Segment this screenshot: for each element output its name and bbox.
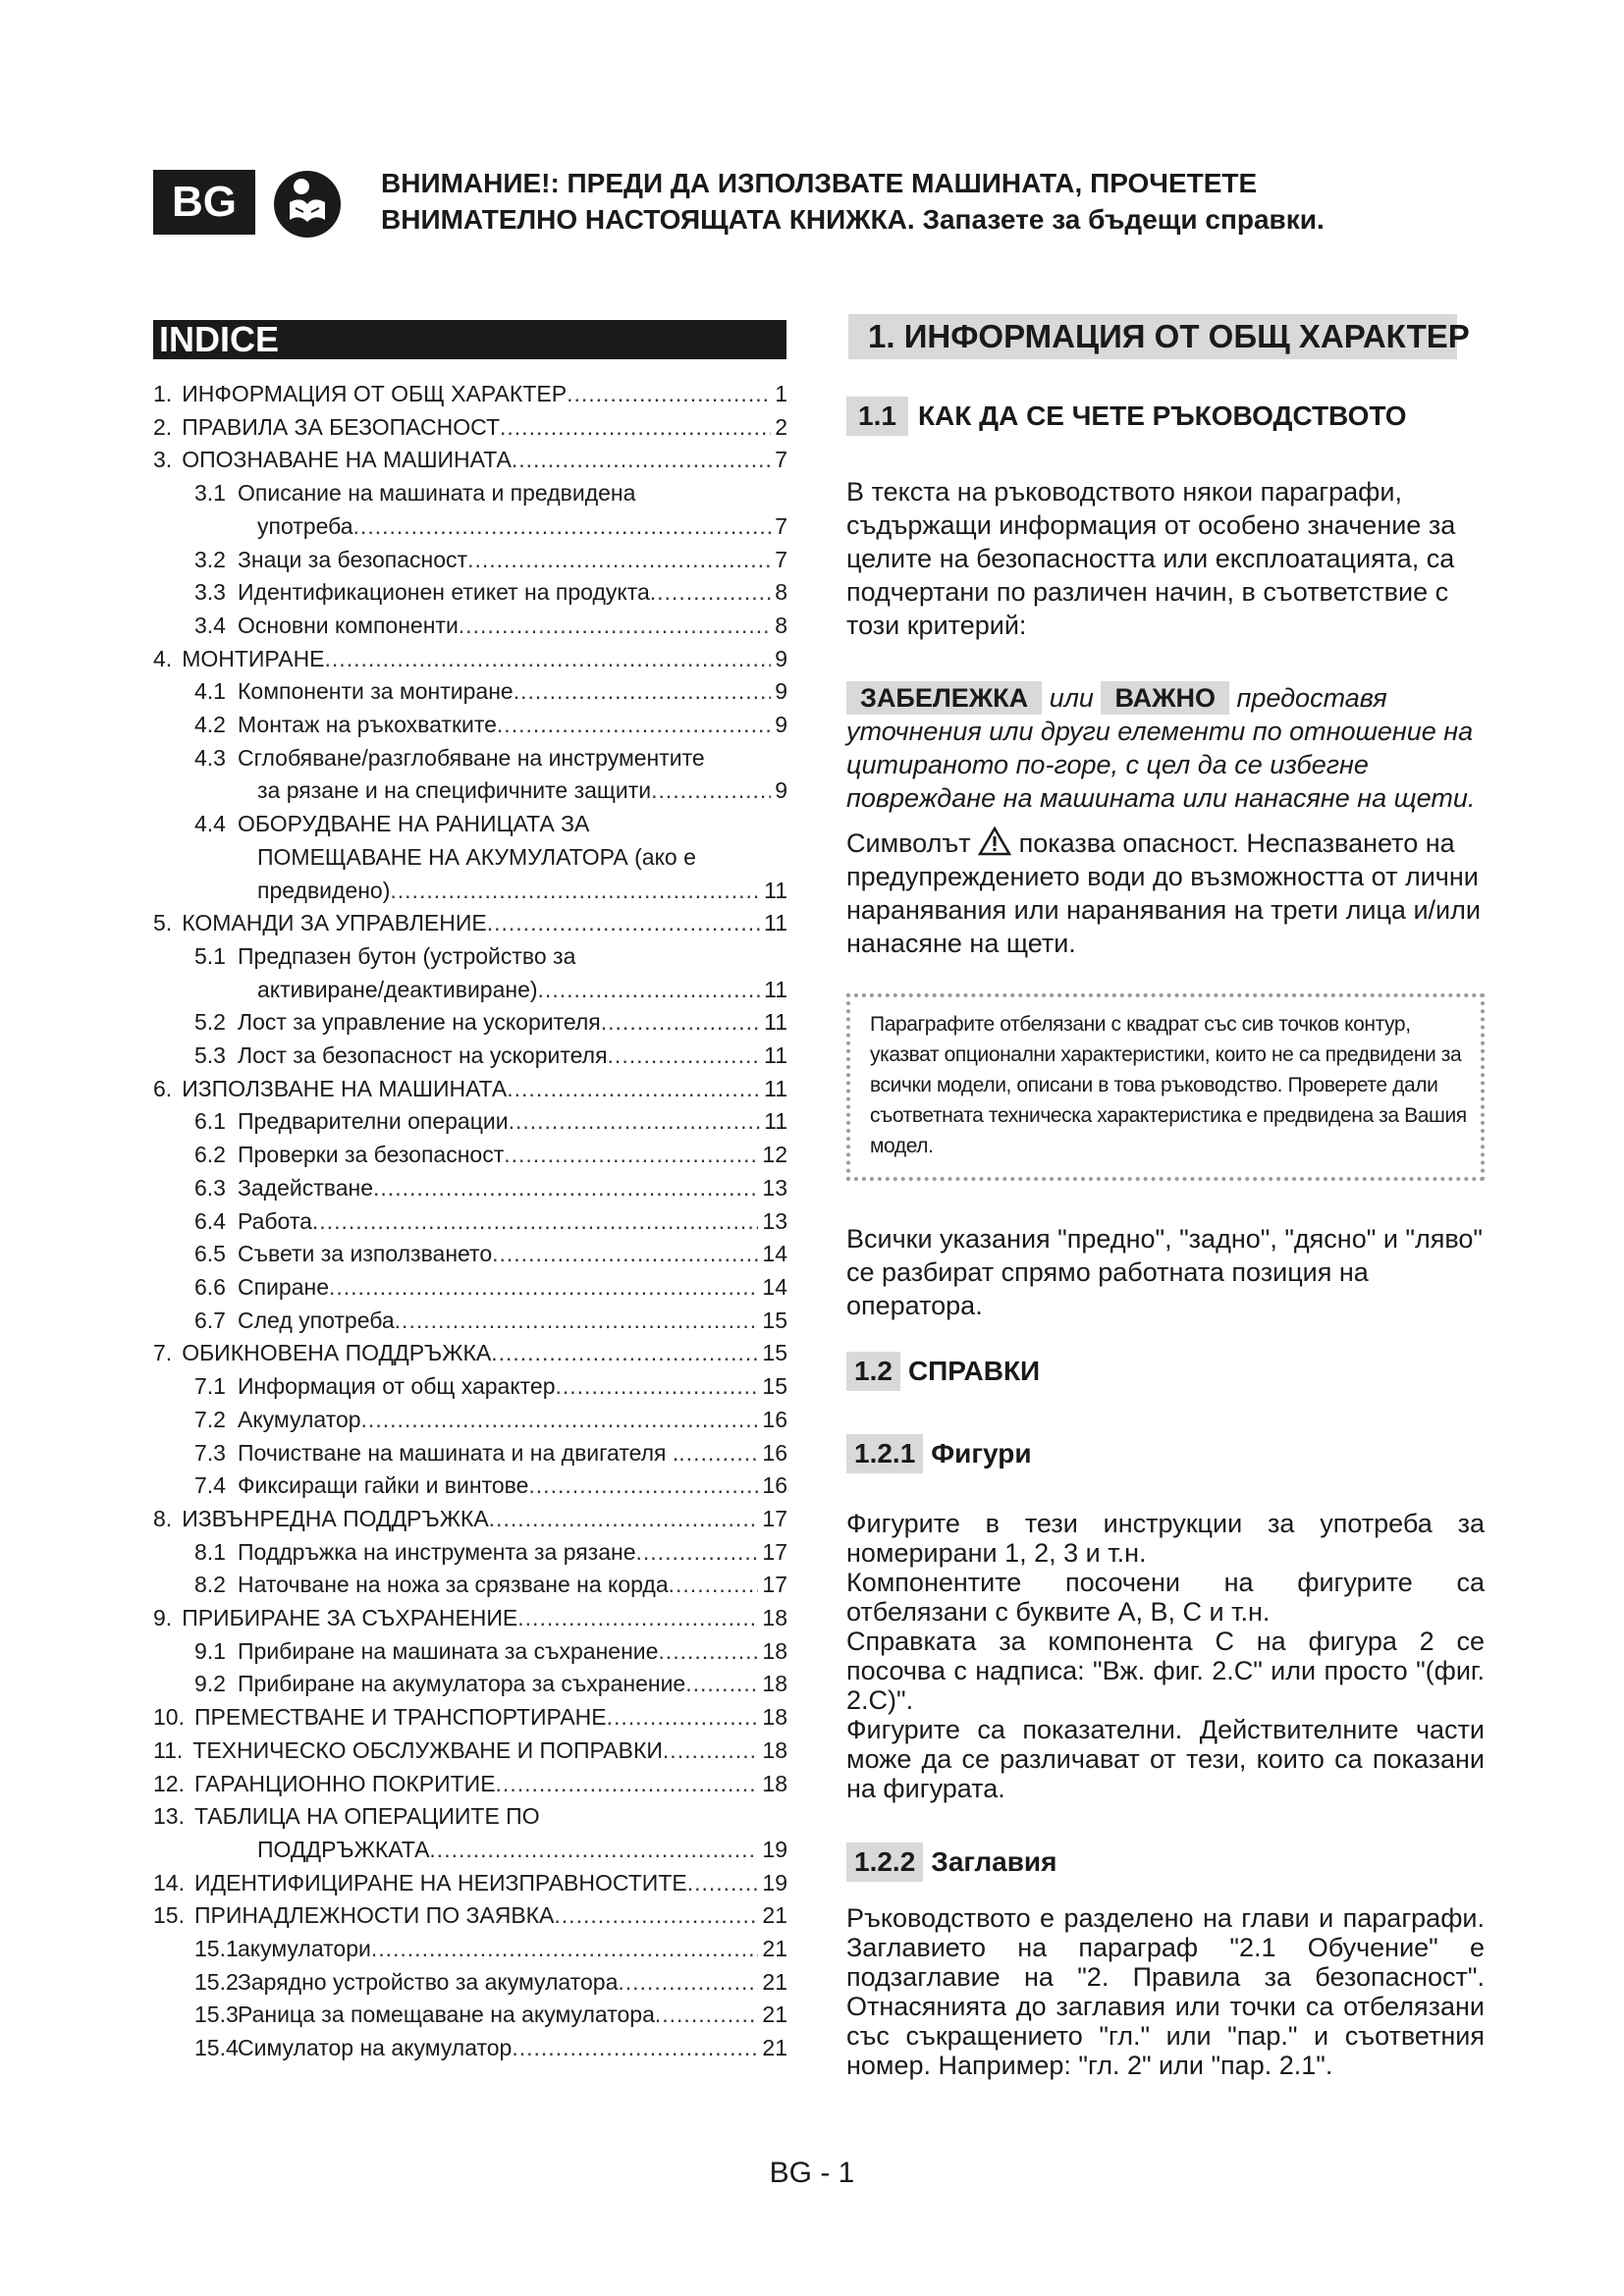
toc-page-number: 13 (762, 1207, 787, 1234)
toc-page-number: 17 (762, 1572, 787, 1598)
toc-page-number: 8 (775, 612, 787, 638)
toc-leader (556, 1370, 759, 1404)
toc-title: ПРЕМЕСТВАНЕ И ТРАНСПОРТИРАНЕ (193, 1704, 607, 1731)
toc-number: 7.4 (194, 1472, 226, 1499)
toc-leader (487, 907, 760, 940)
warning-header (381, 165, 1461, 238)
section-title: Фигури (931, 1438, 1032, 1468)
toc-page-number: 21 (762, 2002, 787, 2028)
toc-title: Идентификационен етикет на продукта (238, 579, 650, 606)
toc-title: Работа (238, 1207, 312, 1234)
toc-leader (538, 974, 761, 1007)
toc-entry[interactable] (153, 675, 787, 709)
toc-title: Симулатор на акумулатор (238, 2035, 513, 2061)
toc-number: 4.2 (194, 712, 226, 738)
toc-page-number: 14 (762, 1241, 787, 1267)
toc-leader (373, 1172, 758, 1205)
toc-page-number: 17 (762, 1505, 787, 1531)
toc-page-number: 1 (775, 381, 787, 406)
toc-entry[interactable] (153, 1370, 787, 1404)
toc-page-number: 11 (764, 910, 787, 936)
toc-number: 3.3 (194, 579, 226, 606)
indice-title: INDICE (153, 320, 786, 359)
toc-page-number: 11 (764, 976, 787, 1002)
section-number: 1.2.1 (846, 1434, 923, 1473)
toc-number: 2. (153, 413, 173, 440)
toc-number: 15.2 (194, 1968, 239, 1995)
toc-entry[interactable] (153, 1469, 787, 1503)
toc-leader (554, 1899, 758, 1933)
toc-number: 6.4 (194, 1207, 226, 1234)
toc-leader (512, 444, 771, 477)
section-number: 1.1 (846, 397, 908, 436)
toc-entry[interactable] (153, 1999, 787, 2032)
toc-title: ТАБЛИЦА НА ОПЕРАЦИИТЕ ПО (193, 1803, 540, 1830)
toc-page-number: 21 (762, 1968, 787, 1995)
toc-title: ПРИБИРАНЕ ЗА СЪХРАНЕНИЕ (182, 1605, 518, 1631)
toc-page-number: 16 (762, 1472, 787, 1499)
toc-entry[interactable] (153, 610, 787, 643)
toc-entry-continuation (153, 1834, 787, 1867)
toc-entry[interactable] (153, 1966, 787, 2000)
toc-entry[interactable] (153, 1569, 787, 1602)
toc-entry[interactable] (153, 1172, 787, 1205)
toc-entry[interactable] (153, 544, 787, 577)
toc-entry[interactable] (153, 940, 787, 974)
toc-page-number: 21 (762, 2035, 787, 2061)
toc-leader (491, 1337, 758, 1370)
toc-number: 6.5 (194, 1241, 226, 1267)
toc-leader (607, 1701, 759, 1735)
toc-title: ПРИНАДЛЕЖНОСТИ ПО ЗАЯВКА (193, 1902, 555, 1929)
toc-leader (678, 1437, 758, 1470)
toc-number: 4.4 (194, 811, 226, 837)
toc-number: 6.2 (194, 1142, 226, 1168)
toc-leader (497, 709, 771, 742)
toc-title: Компоненти за монтиране (238, 678, 514, 705)
section-1-title: 1. ИНФОРМАЦИЯ ОТ ОБЩ ХАРАКТЕР (848, 314, 1457, 359)
toc-number: 6.3 (194, 1174, 226, 1201)
toc-page-number: 11 (764, 1108, 787, 1135)
toc-leader (353, 510, 772, 544)
toc-leader (507, 1073, 760, 1106)
symbol-block (846, 827, 1485, 960)
toc-number: 10. (153, 1704, 185, 1731)
toc-title: Основни компоненти (238, 612, 459, 638)
toc-number: 9.2 (194, 1671, 226, 1697)
important-label: ВАЖНО (1101, 681, 1229, 715)
toc-leader (512, 2032, 758, 2065)
optional-features-box: Параграфите отбелязани с квадрат със сив точков контур, указват опционални характеристики, които не са предвидени за всички модели, описани в това ръководство. Проверете дали съответната техническа характеристика е предвидена за Вашия модел. (846, 993, 1485, 1181)
note-label: ЗАБЕЛЕЖКА (846, 681, 1042, 715)
toc-number: 9.1 (194, 1637, 226, 1664)
toc-page-number: 18 (762, 1736, 787, 1763)
toc-entry[interactable] (153, 411, 787, 445)
toc-number: 5.3 (194, 1042, 226, 1069)
toc-number: 6.6 (194, 1273, 226, 1300)
toc-entry[interactable] (153, 2032, 787, 2065)
toc-leader (650, 576, 771, 610)
section-1-1-heading (846, 397, 1485, 436)
toc-page-number: 11 (764, 1009, 787, 1036)
toc-page-number: 15 (762, 1340, 787, 1366)
toc-number: 8. (153, 1505, 173, 1531)
symbol-suffix: показва опасност. (1018, 828, 1239, 858)
toc-number: 9. (153, 1605, 173, 1631)
toc-leader (395, 1305, 759, 1338)
toc-title: Спиране (238, 1273, 329, 1300)
note-block (846, 681, 1485, 815)
figures-text-1: Фигурите в тези инструкции за употреба за номерирани 1, 2, 3 и т.н. (846, 1509, 1485, 1568)
toc-entry[interactable] (153, 1040, 787, 1073)
or-word: или (1049, 683, 1094, 713)
section-title: Заглавия (931, 1846, 1057, 1877)
toc-page-number: 13 (762, 1174, 787, 1201)
toc-number: 3.4 (194, 612, 226, 638)
toc-title: ГАРАНЦИОННО ПОКРИТИЕ (193, 1770, 496, 1796)
toc-page-number: 21 (762, 1936, 787, 1962)
toc-number: 5.1 (194, 942, 226, 969)
toc-title: ПРАВИЛА ЗА БЕЗОПАСНОСТ (182, 413, 501, 440)
toc-title-continuation: ПОМЕЩАВАНЕ НА АКУМУЛАТОРА (ако е (257, 843, 696, 870)
toc-page-number: 18 (762, 1605, 787, 1631)
toc-number: 6.1 (194, 1108, 226, 1135)
toc-leader (636, 1536, 759, 1570)
toc-entry[interactable] (153, 1437, 787, 1470)
toc-leader (517, 1602, 758, 1635)
toc-entry-continuation (153, 774, 787, 808)
toc-number: 14. (153, 1869, 185, 1896)
symbol-prefix: Символът (846, 828, 971, 858)
toc-page-number: 19 (762, 1836, 787, 1862)
toc-entry[interactable] (153, 576, 787, 610)
toc-entry[interactable] (153, 907, 787, 940)
figures-text-3: Справката за компонента C на фигура 2 се посочва с надписа: "Вж. фиг. 2.C" или просто "(фиг. 2.C)". (846, 1627, 1485, 1715)
toc-leader (489, 1503, 759, 1536)
toc-number: 5. (153, 910, 173, 936)
toc-leader (390, 875, 760, 908)
toc-page-number: 12 (762, 1142, 787, 1168)
toc-entry[interactable] (153, 378, 787, 411)
section-1-2-2-heading (846, 1842, 1485, 1882)
toc-title: акумулатори (238, 1936, 371, 1962)
toc-leader (687, 1867, 759, 1900)
toc-entry[interactable] (153, 709, 787, 742)
section-title: СПРАВКИ (907, 1356, 1041, 1386)
toc-number: 7.2 (194, 1406, 226, 1432)
read-manual-icon (272, 169, 343, 240)
toc-entry-continuation (153, 875, 787, 908)
toc-leader (329, 1271, 758, 1305)
toc-leader (618, 1966, 758, 2000)
toc-entry[interactable] (153, 1602, 787, 1635)
toc-title: Лост за управление на ускорителя (238, 1009, 601, 1036)
toc-number: 3.1 (194, 480, 226, 507)
toc-page-number: 9 (775, 645, 787, 671)
paragraph: В текста на ръководството някои параграфи, съдържащи информация от особено значение за целите на безопасността или експлоатацията, са подчертани по различен начин, в съответствие с този критерий: (846, 477, 1456, 640)
toc-number: 1. (153, 381, 173, 406)
toc-leader (467, 544, 771, 577)
toc-page-number: 18 (762, 1704, 787, 1731)
toc-leader (685, 1668, 758, 1701)
toc-number: 7.1 (194, 1373, 226, 1400)
toc-title: Задействане (238, 1174, 374, 1201)
toc-entry[interactable] (153, 1933, 787, 1966)
toc-entry[interactable] (153, 1503, 787, 1536)
toc-number: 12. (153, 1770, 185, 1796)
toc-title: Проверки за безопасност (238, 1142, 505, 1168)
toc-title: Предварителни операции (238, 1108, 509, 1135)
toc-page-number: 15 (762, 1373, 787, 1400)
figures-paragraph (846, 1509, 1485, 1803)
toc-page-number: 19 (762, 1869, 787, 1896)
toc-title: Поддръжка на инструмента за рязане (238, 1538, 636, 1565)
toc-title-continuation: активиране/деактивиране) (257, 976, 538, 1002)
toc-number: 3. (153, 447, 173, 473)
toc-number: 6.7 (194, 1307, 226, 1333)
toc-title: КОМАНДИ ЗА УПРАВЛЕНИЕ (182, 910, 487, 936)
toc-page-number: 18 (762, 1770, 787, 1796)
toc-entry[interactable] (153, 1105, 787, 1139)
toc-leader (651, 774, 771, 808)
toc-title-continuation: употреба (257, 512, 353, 539)
toc-title: ОПОЗНАВАНЕ НА МАШИНАТА (182, 447, 512, 473)
toc-number: 8.2 (194, 1572, 226, 1598)
toc-leader (567, 378, 771, 411)
toc-title: След употреба (238, 1307, 395, 1333)
toc-page-number: 11 (764, 877, 787, 903)
toc-entry[interactable] (153, 1867, 787, 1900)
toc-leader (528, 1469, 758, 1503)
toc-entry[interactable] (153, 1305, 787, 1338)
toc-entry[interactable] (153, 808, 787, 841)
toc-title: ОБОРУДВАНЕ НА РАНИЦАТА ЗА (238, 811, 590, 837)
toc-page-number: 14 (762, 1273, 787, 1300)
toc-page-number: 11 (764, 1075, 787, 1101)
toc-leader (312, 1205, 759, 1239)
toc-title: ОБИКНОВЕНА ПОДДРЪЖКА (182, 1340, 492, 1366)
toc-title: ИНФОРМАЦИЯ ОТ ОБЩ ХАРАКТЕР (182, 381, 568, 406)
toc-page-number: 7 (775, 546, 787, 572)
figures-text-4: Фигурите са показателни. Действителните части може да се различават от тези, които са показани на фигурата. (846, 1715, 1485, 1803)
toc-number: 4.3 (194, 744, 226, 771)
toc-entry[interactable] (153, 1668, 787, 1701)
toc-entry[interactable] (153, 1768, 787, 1801)
toc-entry-continuation (153, 841, 787, 875)
toc-leader (459, 610, 771, 643)
toc-title: Прибиране на акумулатора за съхранение (238, 1671, 686, 1697)
toc-number: 11. (153, 1736, 184, 1763)
toc-leader (663, 1735, 758, 1768)
toc-entry[interactable] (153, 1735, 787, 1768)
toc-title: Лост за безопасност на ускорителя (238, 1042, 608, 1069)
toc-title: ИДЕНТИФИЦИРАНЕ НА НЕИЗПРАВНОСТИТЕ (193, 1869, 687, 1896)
toc-leader (514, 675, 771, 709)
toc-entry[interactable] (153, 1635, 787, 1669)
toc-entry[interactable] (153, 1238, 787, 1271)
toc-page-number: 17 (762, 1538, 787, 1565)
toc-leader (496, 1768, 759, 1801)
toc-leader (371, 1933, 759, 1966)
toc-title: Почистване на машината и на двигателя . (238, 1439, 679, 1466)
page-number: BG - 1 (769, 2157, 855, 2189)
toc-entry[interactable] (153, 1139, 787, 1172)
toc-entry[interactable] (153, 1536, 787, 1570)
toc-page-number: 7 (775, 447, 787, 473)
toc-title: ИЗВЪНРЕДНА ПОДДРЪЖКА (182, 1505, 489, 1531)
toc-title: Предпазен бутон (устройство за (238, 942, 576, 969)
note-text: уточнения или други елементи по отношение на цитираното по-горе, с цел да се избегне повреждане на машината или нанасяне на щети. (846, 717, 1476, 813)
toc-entry[interactable] (153, 477, 787, 510)
toc-title: Раница за помещаване на акумулатора (238, 2002, 655, 2028)
toc-entry[interactable] (153, 742, 787, 775)
toc-entry[interactable] (153, 1404, 787, 1437)
toc-leader (504, 1139, 758, 1172)
toc-page-number: 15 (762, 1307, 787, 1333)
toc-leader (492, 1238, 758, 1271)
toc-title: Описание на машината и предвидена (238, 480, 636, 507)
toc-title: Акумулатор (238, 1406, 361, 1432)
toc-leader (669, 1569, 759, 1602)
toc-number: 15. (153, 1902, 185, 1929)
toc-entry[interactable] (153, 1337, 787, 1370)
warning-triangle-icon (978, 827, 1011, 856)
toc-title: Информация от общ характер (238, 1373, 556, 1400)
toc-number: 7.3 (194, 1439, 226, 1466)
toc-title-continuation: предвидено) (257, 877, 391, 903)
toc-title: МОНТИРАНЕ (182, 645, 325, 671)
toc-page-number: 21 (762, 1902, 787, 1929)
toc-number: 5.2 (194, 1009, 226, 1036)
toc-number: 8.1 (194, 1538, 226, 1565)
toc-number: 3.2 (194, 546, 226, 572)
toc-leader (658, 1635, 758, 1669)
table-of-contents (153, 378, 787, 2065)
toc-leader (608, 1040, 761, 1073)
toc-entry[interactable] (153, 1701, 787, 1735)
toc-leader (509, 1105, 761, 1139)
section-number: 1.2 (846, 1352, 900, 1391)
toc-page-number: 18 (762, 1671, 787, 1697)
language-badge: BG (153, 170, 255, 235)
toc-title: Наточване на ножа за срязване на корда (238, 1572, 669, 1598)
toc-entry[interactable] (153, 1006, 787, 1040)
toc-number: 4. (153, 645, 173, 671)
toc-leader (325, 643, 772, 676)
toc-page-number: 9 (775, 678, 787, 705)
toc-entry[interactable] (153, 1800, 787, 1834)
toc-leader (500, 411, 771, 445)
toc-title: Знаци за безопасност (238, 546, 468, 572)
toc-leader (361, 1404, 759, 1437)
toc-title: Прибиране на машината за съхранение (238, 1637, 659, 1664)
toc-title-continuation: ПОДДРЪЖКАТА (257, 1836, 430, 1862)
toc-number: 4.1 (194, 678, 226, 705)
toc-entry-continuation (153, 974, 787, 1007)
warning-line-2: ВНИМАТЕЛНО НАСТОЯЩАТА КНИЖКА. Запазете за бъдещи справки. (381, 204, 1325, 235)
titles-paragraph: Ръководството е разделено на глави и параграфи. Заглавието на параграф "2.1 Обучение" е подзаглавие на "2. Правила за безопасност". Отнасянията до заглавия или точки са отбелязани със съкращението "гл." или "пар." и съответния номер. Например: "гл. 2" или "пар. 2.1". (846, 1903, 1485, 2080)
toc-page-number: 18 (762, 1637, 787, 1664)
toc-entry[interactable] (153, 1899, 787, 1933)
toc-title: Сглобяване/разглобяване на инструментите (238, 744, 705, 771)
toc-number: 15.4 (194, 2035, 239, 2061)
toc-page-number: 9 (775, 777, 787, 804)
toc-number: 6. (153, 1075, 173, 1101)
toc-page-number: 16 (762, 1439, 787, 1466)
toc-entry-continuation (153, 510, 787, 544)
toc-number: 13. (153, 1803, 185, 1830)
toc-title: Зарядно устройство за акумулатора (238, 1968, 619, 1995)
toc-page-number: 8 (775, 579, 787, 606)
toc-leader (429, 1834, 758, 1867)
toc-entry[interactable] (153, 643, 787, 676)
toc-title: Монтаж на ръкохватките (238, 712, 497, 738)
toc-number: 7. (153, 1340, 173, 1366)
figures-text-2: Компонентите посочени на фигурите са отбелязани с буквите A, B, C и т.н. (846, 1568, 1485, 1627)
warning-line-1: ВНИМАНИЕ!: ПРЕДИ ДА ИЗПОЛЗВАТЕ МАШИНАТА, ПРОЧЕТЕТЕ (381, 168, 1258, 198)
toc-entry[interactable] (153, 1271, 787, 1305)
toc-title: Съвети за използването (238, 1241, 493, 1267)
toc-page-number: 7 (775, 512, 787, 539)
toc-page-number: 11 (764, 1042, 787, 1069)
section-1-2-1-heading (846, 1434, 1485, 1473)
directions-paragraph: Всички указания "предно", "задно", "дясно" и "ляво" се разбират спрямо работната позиция на оператора. (846, 1224, 1483, 1320)
toc-page-number: 16 (762, 1406, 787, 1432)
toc-page-number: 9 (775, 712, 787, 738)
section-title: КАК ДА СЕ ЧЕТЕ РЪКОВОДСТВОТО (917, 400, 1407, 431)
toc-title: ТЕХНИЧЕСКО ОБСЛУЖВАНЕ И ПОПРАВКИ (192, 1736, 663, 1763)
toc-title-continuation: за рязане и на специфичните защити (257, 777, 652, 804)
toc-number: 15.1 (194, 1936, 239, 1962)
toc-entry[interactable] (153, 1073, 787, 1106)
symbol-text: Неспазването на предупреждението води до възможността от лични наранявания или наранявания на трети лица и/или нанасяне на щети. (846, 828, 1481, 958)
toc-entry[interactable] (153, 444, 787, 477)
toc-title: Фиксиращи гайки и винтове (238, 1472, 529, 1499)
section-1 (846, 314, 1485, 2080)
toc-number: 15.3 (194, 2002, 239, 2028)
section-1-2-heading (846, 1352, 1485, 1391)
section-number: 1.2.2 (846, 1842, 923, 1882)
toc-page-number: 2 (775, 413, 787, 440)
toc-title: ИЗПОЛЗВАНЕ НА МАШИНАТА (182, 1075, 508, 1101)
toc-leader (655, 1999, 759, 2032)
toc-leader (601, 1006, 760, 1040)
note-text-first: предоставя (1236, 683, 1387, 713)
toc-entry[interactable] (153, 1205, 787, 1239)
